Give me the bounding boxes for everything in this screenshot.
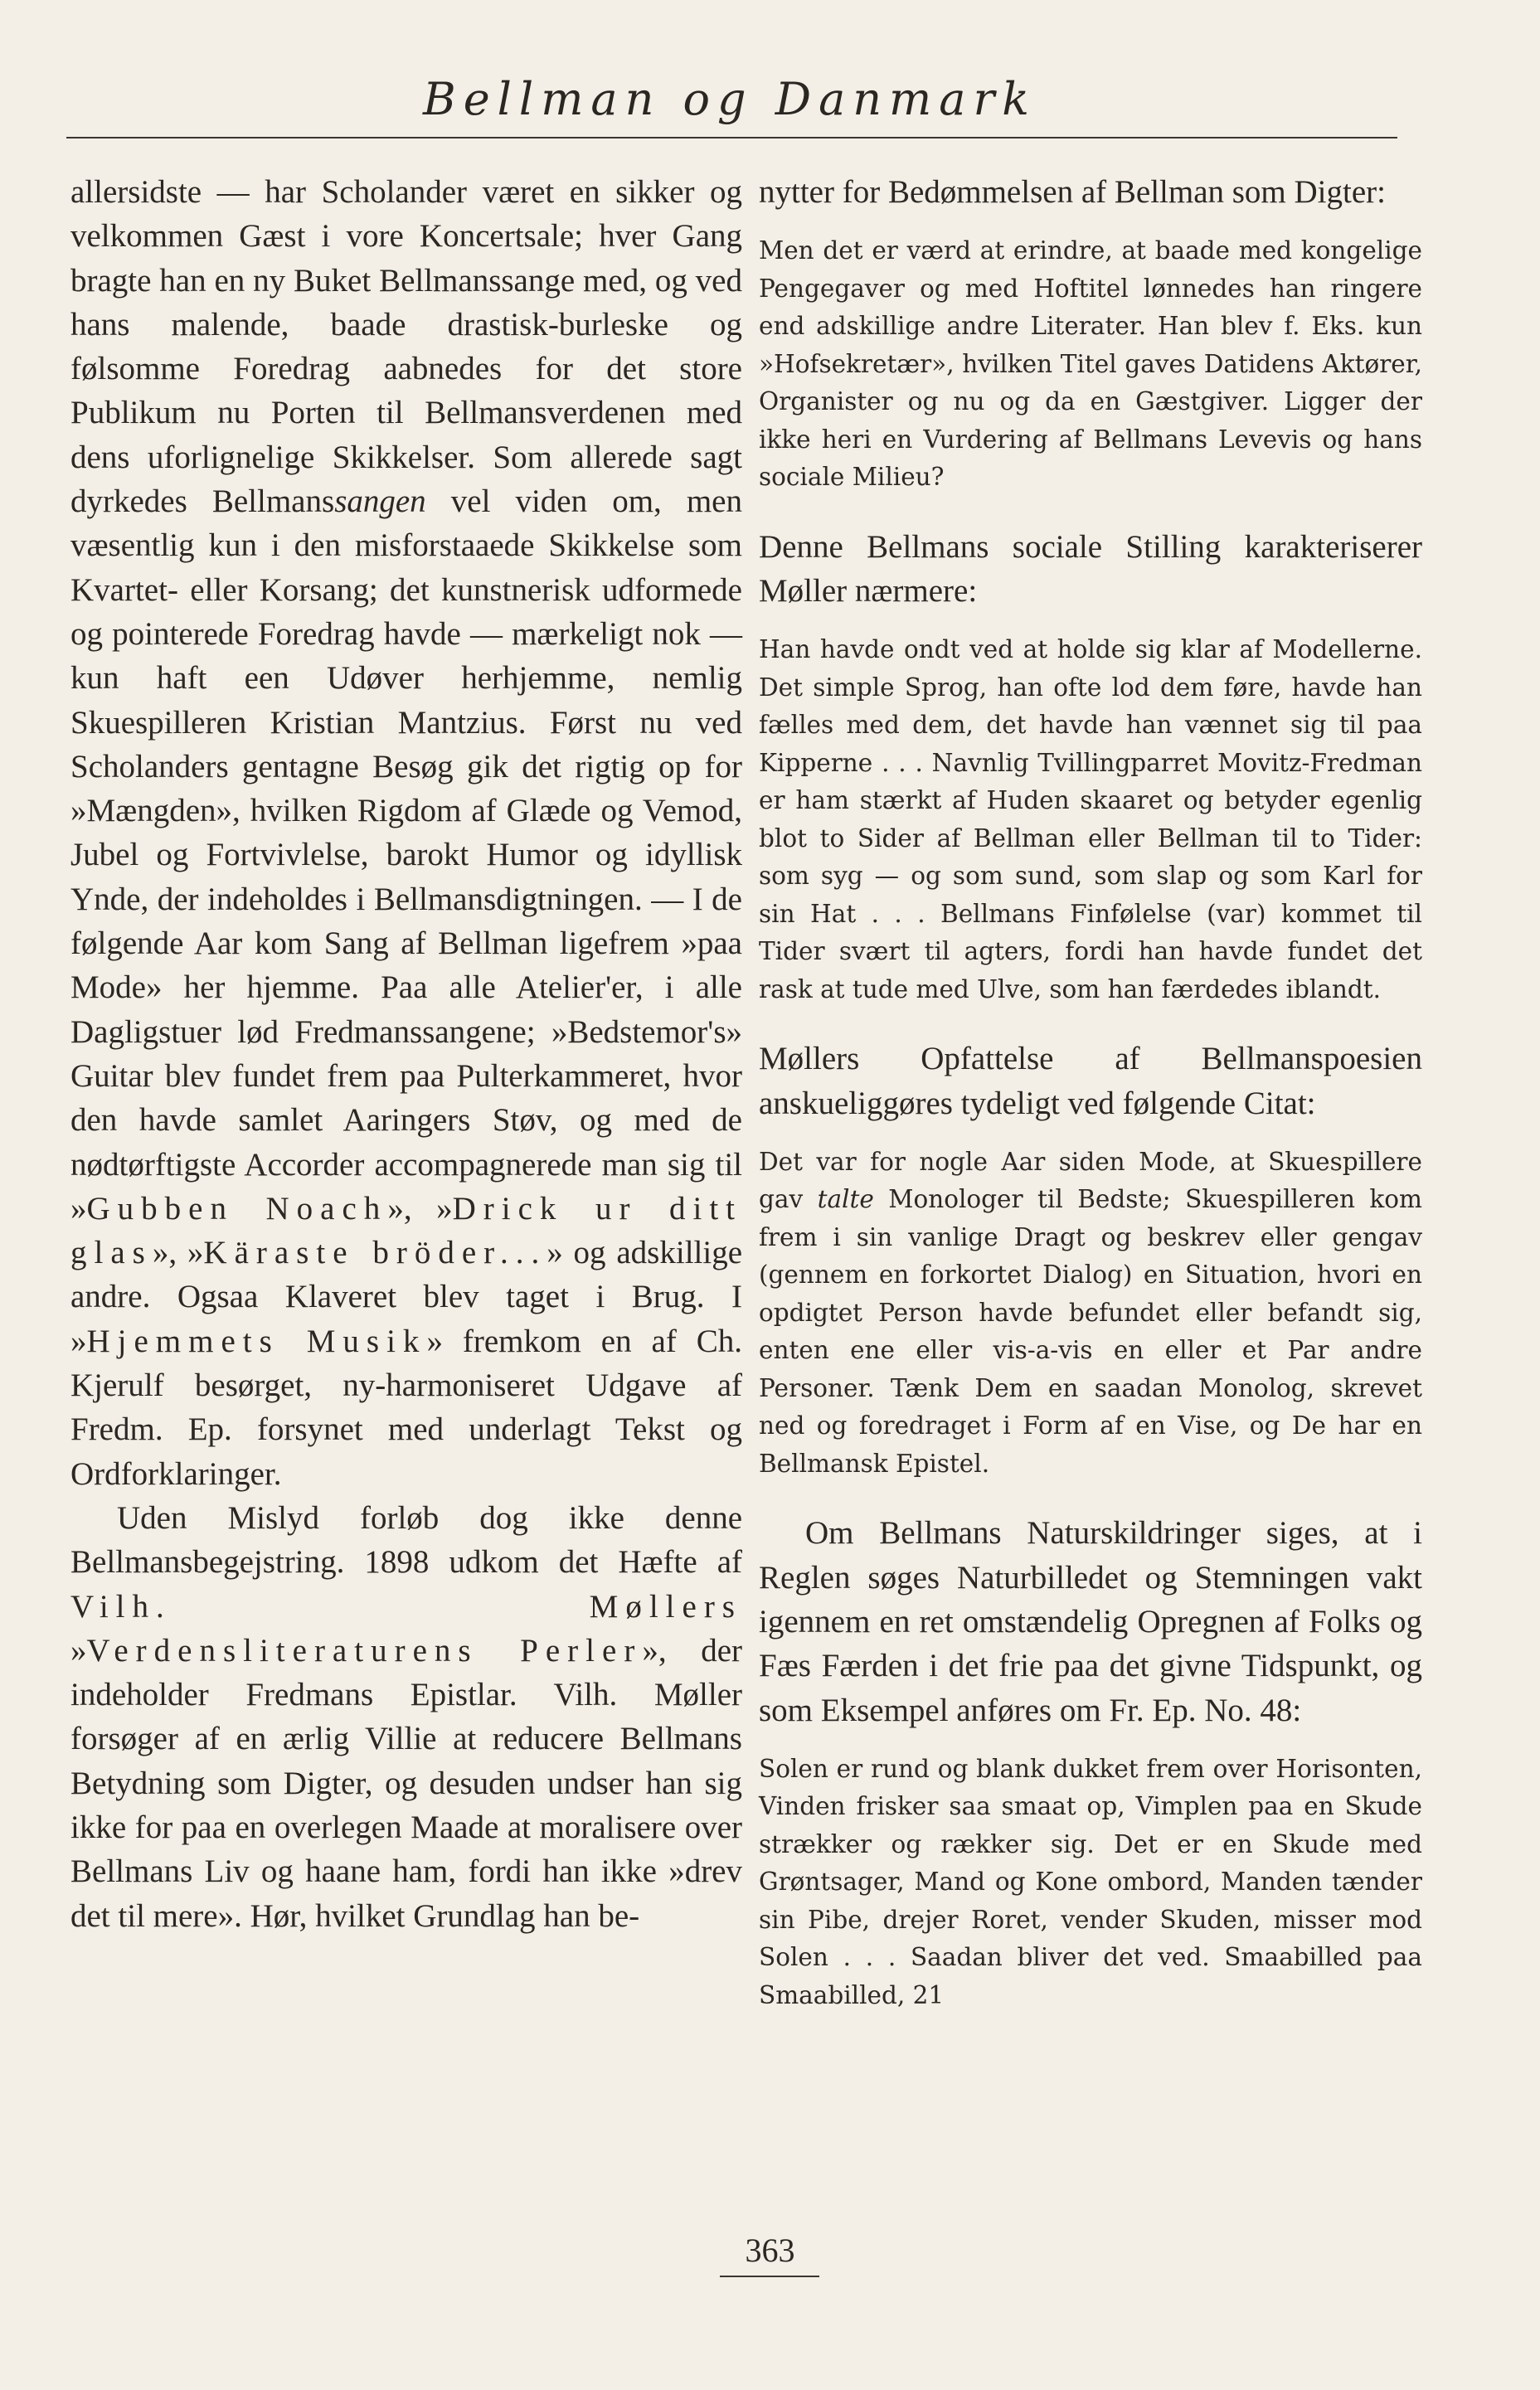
spaced-author: Vilh. Møllers — [70, 1588, 742, 1625]
text-run: Uden Mislyd forløb dog ikke denne Bellmansbegejstring. 1898 udkom det Hæfte af — [70, 1499, 742, 1581]
text-run: allersidste — har Scholander været en sikker og velkommen Gæst i vore Koncertsale; hver Gang bragte han en ny Buket Bellmanssange med, og ved hans malende, baade drastisk-burleske og følsomme Foredrag aabnedes for det store Publikum nu Porten til Bellmansverdenen med dens uforlignelige Skikkelser. Som allerede sagt dyrkedes Bellmans — [70, 174, 742, 520]
page-number: 363 — [745, 2232, 795, 2269]
quote-monolog — [759, 1144, 1422, 1484]
text-run: », » — [152, 1235, 204, 1271]
text-run: vel viden om, men væsentlig kun i den misforstaaede Skikkelse som Kvartet- eller Korsang; det kunstnerisk udformede og pointerede Foredrag havde — mærkeligt nok — kun haft een Udøver herhjemme, nemlig Skuespilleren Kristian Mantzius. Først nu ved Scholanders gentagne Besøg gik det rigtig op for »Mængden», hvilken Rigdom af Glæde og Vemod, Jubel og Fortvivlelse, barokt Humor og idyllisk Ynde, der indeholdes i Bellmansdigtningen. — I de følgende Aar kom Sang af Bellman ligefrem »paa Mode» her hjemme. Paa alle Atelier'er, i alle Dagligstuer lød Fredmanssangene; »Bedstemor's» Guitar blev fundet frem paa Pulterkammeret, hvor den havde samlet Aaringers Støv, og med de nødtørftigste Accorder accompagnerede man sig til » — [70, 483, 742, 1227]
spaced-title-gubben-noach: Gubben Noach — [86, 1190, 388, 1227]
italic-talte: talte — [817, 1185, 874, 1214]
right-column — [759, 170, 1422, 2014]
text-run: », der indeholder Fredmans Epistlar. Vilh. Møller forsøger af en ærlig Villie at reducere Bellmans Betydning som Digter, og desuden undser han sig ikke for paa en overlegen Maade at moralisere over Bellmans Liv og haane ham, fordi han ikke »drev det til mere». Hør, hvilket Grundlag han be- — [70, 1632, 742, 1934]
spacer — [759, 1008, 1422, 1037]
spacer — [759, 497, 1422, 525]
italic-sangen: sangen — [334, 483, 426, 520]
text-run: Det var for nogle Aar siden Mode, at Skuespillere gav — [759, 1147, 1422, 1214]
page-number-rule — [720, 2276, 819, 2277]
spacer — [759, 613, 1422, 631]
paragraph-grundlag: nytter for Bedømmelsen af Bellman som Digter: — [759, 174, 1386, 210]
spacer — [759, 1125, 1422, 1144]
quote-modellerne: Han havde ondt ved at holde sig klar af Modellerne. Det simple Sprog, han ofte lod dem føre, havde han fælles med dem, det havde han vænnet sig til paa Kipperne . . . Navnlig Tvillingparret Movitz-Fredman er ham stærkt af Huden skaaret og betyder egenlig blot to Sider af Bellman eller Bellman til to Tider: som syg — og som sund, som slap og som Karl for sin Hat . . . Bellmans Finfølelse (var) kommet til Tider svært til agters, fordi han havde fundet det rask at tude med Ulve, som han færdedes iblandt. — [759, 635, 1422, 1003]
spacer — [759, 1732, 1422, 1751]
text-run: » — [70, 1632, 87, 1669]
spaced-title-drick: Drick ur ditt glas — [70, 1190, 742, 1271]
spacer — [759, 214, 1422, 232]
left-column — [70, 170, 742, 1938]
header-rule — [66, 137, 1397, 138]
spaced-book-title: Verdensliteraturens Perler — [86, 1632, 643, 1669]
spaced-title-hjemmets-musik: Hjemmets Musik — [86, 1323, 427, 1359]
paragraph-opfattelse: Møllers Opfattelse af Bellmanspoesien anskueliggøres tydeligt ved følgende Citat: — [759, 1041, 1422, 1121]
running-title: Bellman og Danmark — [423, 73, 1037, 125]
paragraph-moller — [70, 1496, 742, 1938]
text-run: Monologer til Bedste; Skuespilleren kom frem i sin vanlige Dragt og beskrev eller gengav (gennem en forkortet Dialog) en Situation, hvori en opdigtet Person havde befundet eller befandt sig, enten ene eller vis-a-vis en eller et Par andre Personer. Tænk Dem en saadan Monolog, skrevet ned og foredraget i Form af en Vise, og De har en Bellmansk Epistel. — [759, 1185, 1423, 1478]
spaced-title-karaste: Käraste bröder... — [203, 1235, 547, 1271]
paragraph-scholander — [70, 170, 742, 1496]
text-run: » fremkom en af Ch. Kjerulf besørget, ny-harmoniseret Udgave af Fredm. Ep. forsynet med underlagt Tekst og Ordforklaringer. — [70, 1323, 743, 1492]
text-run: » og adskillige andre. Ogsaa Klaveret blev taget i Brug. I » — [70, 1235, 743, 1359]
paragraph-social: Denne Bellmans sociale Stilling karakteriserer Møller nærmere: — [759, 528, 1422, 610]
text-run: », » — [387, 1190, 453, 1227]
spacer — [759, 1483, 1422, 1511]
quote-solen: Solen er rund og blank dukket frem over Horisonten, Vinden frisker saa smaat op, Vimplen paa en Skude strækker og rækker sig. Det er en Skude med Grøntsager, Mand og Kone ombord, Manden tænder sin Pibe, drejer Roret, vender Skuden, misser mod Solen . . . Saadan bliver det ved. Smaabilled paa Smaabilled, 21 — [759, 1754, 1422, 2009]
paragraph-naturskildringer: Om Bellmans Naturskildringer siges, at i Reglen søges Naturbilledet og Stemningen vakt igennem en ret omstændelig Opregnen af Folks og Fæs Færden i det frie paa det givne Tidspunkt, og som Eksempel anføres om Fr. Ep. No. 48: — [759, 1515, 1422, 1728]
quote-hoftitel: Men det er værd at erindre, at baade med kongelige Pengegaver og med Hoftitel lønnedes han ringere end adskillige andre Literater. Han blev f. Eks. kun »Hofsekretær», hvilken Titel gaves Datidens Aktører, Organister og nu og da en Gæstgiver. Ligger der ikke heri en Vurdering af Bellmans Levevis og hans sociale Milieu? — [759, 236, 1422, 492]
